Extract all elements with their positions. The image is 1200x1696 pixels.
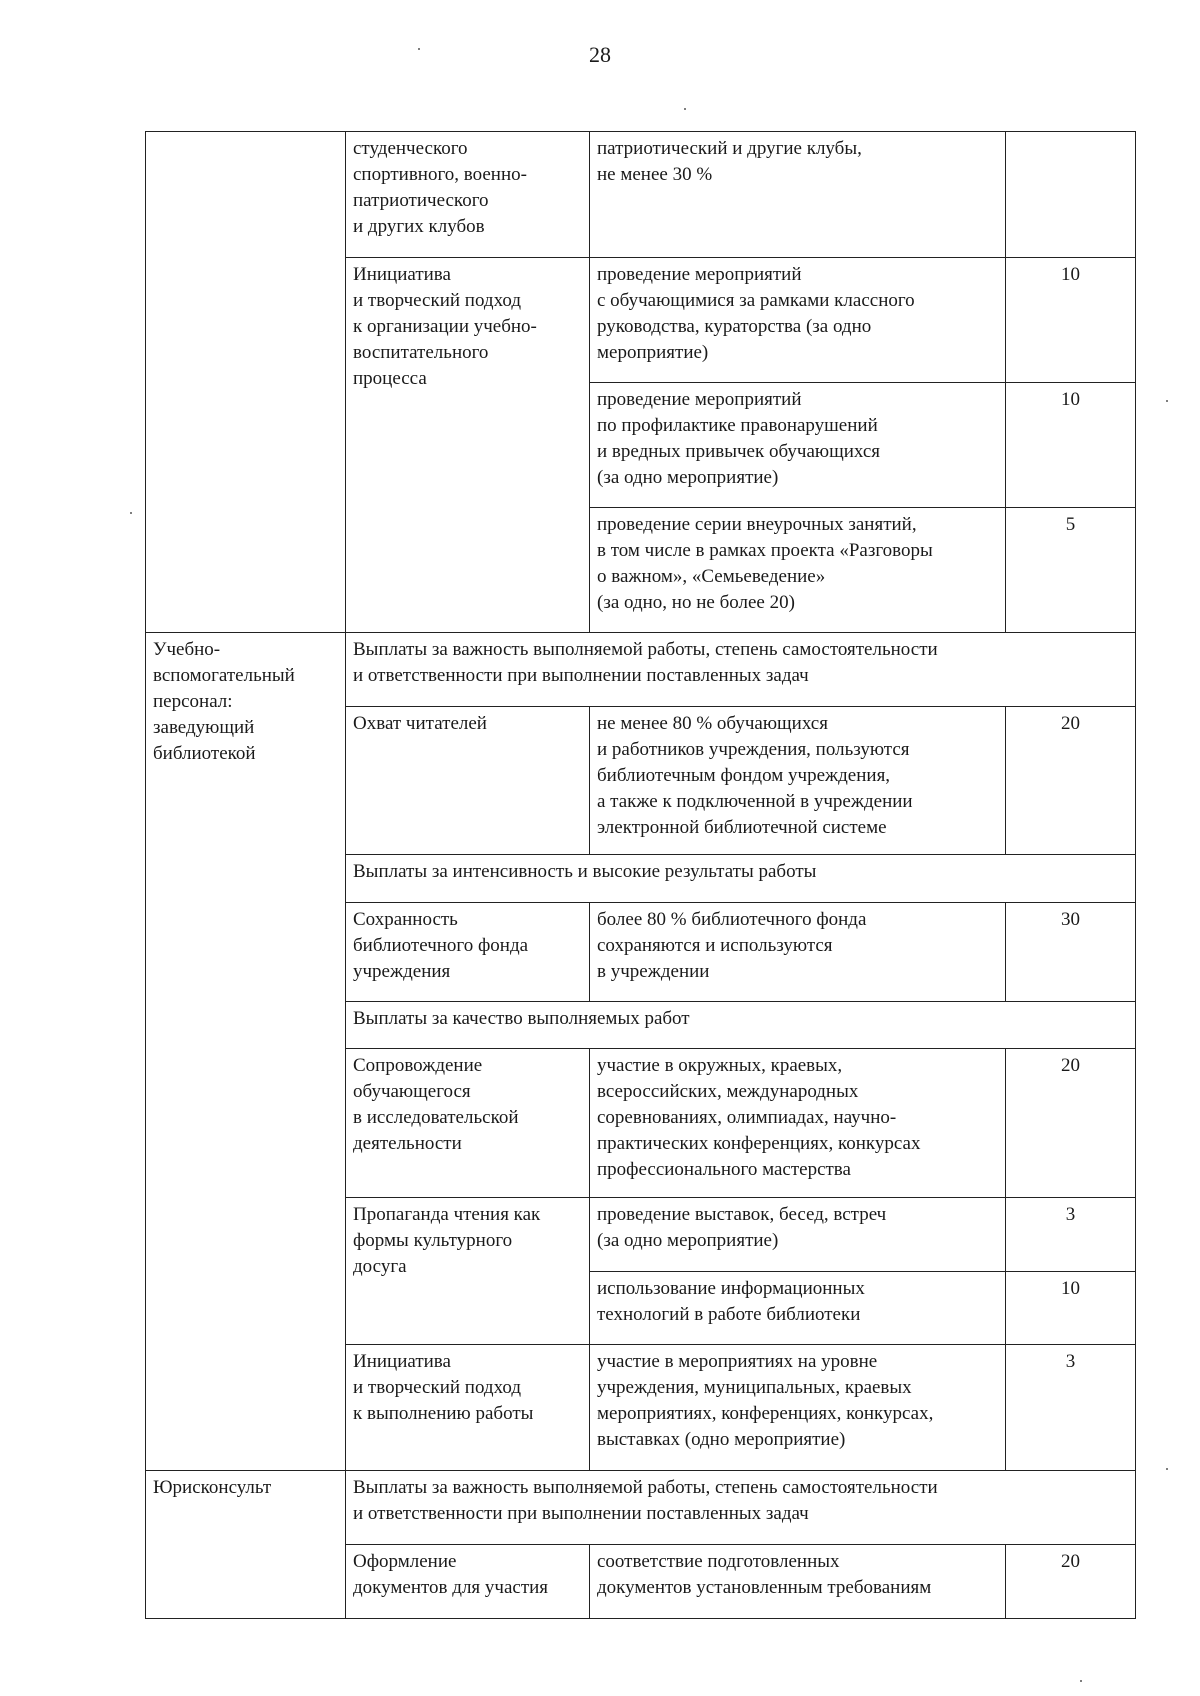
page-number: 28 xyxy=(589,42,611,67)
section-header: Выплаты за интенсивность и высокие результаты работы xyxy=(346,855,1136,903)
condition-cell: проведение выставок, бесед, встреч (за одно мероприятие) xyxy=(590,1198,1006,1272)
points-cell: 10 xyxy=(1006,383,1136,508)
points-cell: 10 xyxy=(1006,1272,1136,1345)
scan-speck xyxy=(684,108,686,110)
points-cell: 20 xyxy=(1006,707,1136,855)
points-cell: 20 xyxy=(1006,1049,1136,1198)
criterion-cell: Сопровождение обучающегося в исследовательской деятельности xyxy=(346,1049,590,1198)
table-row xyxy=(146,132,1136,258)
condition-cell: соответствие подготовленных документов установленным требованиям xyxy=(590,1545,1006,1619)
table-row xyxy=(146,633,1136,707)
points-cell: 3 xyxy=(1006,1198,1136,1272)
condition-cell: участие в окружных, краевых, всероссийских, международных соревнованиях, олимпиадах, научно- практических конференциях, конкурсах профессионального мастерства xyxy=(590,1049,1006,1198)
points-cell: 20 xyxy=(1006,1545,1136,1619)
points-cell: 10 xyxy=(1006,258,1136,383)
condition-cell: проведение мероприятий по профилактике правонарушений и вредных привычек обучающихся (за одно мероприятие) xyxy=(590,383,1006,508)
condition-cell: патриотический и другие клубы, не менее 30 % xyxy=(590,132,1006,258)
criteria-table xyxy=(145,131,1136,1619)
category-cell-legal-counsel: Юрисконсульт xyxy=(146,1471,346,1619)
table-row xyxy=(146,1471,1136,1545)
condition-cell: не менее 80 % обучающихся и работников учреждения, пользуются библиотечным фондом учреждения, а также к подключенной в учреждении электронной библиотечной системе xyxy=(590,707,1006,855)
scan-speck xyxy=(130,512,132,514)
criterion-cell: Охват читателей xyxy=(346,707,590,855)
condition-cell: более 80 % библиотечного фонда сохраняются и используются в учреждении xyxy=(590,903,1006,1002)
scan-speck xyxy=(1080,1680,1082,1682)
criterion-cell: Сохранность библиотечного фонда учреждения xyxy=(346,903,590,1002)
criterion-cell: Инициатива и творческий подход к выполнению работы xyxy=(346,1345,590,1471)
criterion-cell: студенческого спортивного, военно- патриотического и других клубов xyxy=(346,132,590,258)
category-cell-librarian: Учебно- вспомогательный персонал: заведующий библиотекой xyxy=(146,633,346,1471)
points-cell: 30 xyxy=(1006,903,1136,1002)
section-header: Выплаты за важность выполняемой работы, степень самостоятельности и ответственности при выполнении поставленных задач xyxy=(346,633,1136,707)
points-cell xyxy=(1006,132,1136,258)
category-cell-teaching-staff xyxy=(146,132,346,633)
points-cell: 5 xyxy=(1006,508,1136,633)
criterion-cell: Оформление документов для участия xyxy=(346,1545,590,1619)
condition-cell: проведение мероприятий с обучающимися за рамками классного руководства, кураторства (за одно мероприятие) xyxy=(590,258,1006,383)
condition-cell: использование информационных технологий в работе библиотеки xyxy=(590,1272,1006,1345)
scan-speck xyxy=(1166,400,1168,402)
points-cell: 3 xyxy=(1006,1345,1136,1471)
condition-cell: участие в мероприятиях на уровне учреждения, муниципальных, краевых мероприятиях, конференциях, конкурсах, выставках (одно мероприятие) xyxy=(590,1345,1006,1471)
criterion-cell: Пропаганда чтения как формы культурного досуга xyxy=(346,1198,590,1345)
scan-speck xyxy=(418,48,420,50)
criterion-cell: Инициатива и творческий подход к организации учебно- воспитательного процесса xyxy=(346,258,590,633)
section-header: Выплаты за важность выполняемой работы, степень самостоятельности и ответственности при выполнении поставленных задач xyxy=(346,1471,1136,1545)
section-header: Выплаты за качество выполняемых работ xyxy=(346,1002,1136,1049)
scan-speck xyxy=(1166,1468,1168,1470)
condition-cell: проведение серии внеурочных занятий, в том числе в рамках проекта «Разговоры о важном», «Семьеведение» (за одно, но не более 20) xyxy=(590,508,1006,633)
